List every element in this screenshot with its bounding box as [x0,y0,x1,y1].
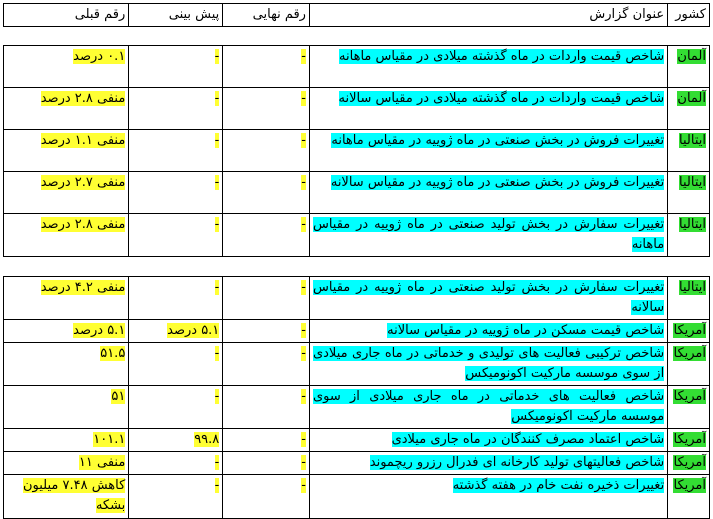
actual-cell-text: - [301,478,306,493]
table-row [4,343,710,386]
report-title-cell-text: شاخص قیمت واردات در ماه گذشته میلادی در مقیاس ماهانه [339,49,665,64]
actual-cell-text: - [301,389,306,404]
actual-cell-text: - [301,455,306,470]
actual-cell [223,172,310,214]
report-title-cell-text: شاخص ترکیبی فعالیت های تولیدی و خدماتی در ماه جاری میلادی از سوی موسسه مارکیت اکونومیکس [312,346,665,381]
forecast-cell [129,475,223,519]
previous-cell [4,343,129,386]
forecast-cell-text: - [214,175,220,190]
report-title-cell [309,343,667,386]
header-title: عنوان گزارش [309,4,667,27]
forecast-cell [129,46,223,88]
previous-cell-text: ۵.۱ درصد [73,323,126,338]
forecast-cell [129,277,223,320]
forecast-cell-text: ۹۹.۸ [194,432,220,447]
forecast-cell [129,320,223,343]
header-row [4,4,710,27]
table-row [4,429,710,452]
previous-cell [4,386,129,429]
header-previous: رقم قبلی [4,4,129,27]
country-cell [668,214,710,257]
actual-cell-text: - [301,432,306,447]
previous-cell-text: کاهش ۷.۴۸ میلیون بشکه [22,478,126,513]
previous-cell [4,320,129,343]
country-cell-text: ایتالیا [679,280,706,295]
table-row [4,475,710,519]
country-cell [668,88,710,130]
country-cell [668,172,710,214]
forecast-cell-text: - [214,455,220,470]
table-row [4,277,710,320]
country-cell-text: آلمان [677,49,706,64]
report-title-cell-text: شاخص فعالیت های خدماتی در ماه جاری میلادی از سوی موسسه مارکیت اکونومیکس [312,389,665,424]
report-title-cell-text: تغییرات سفارش در بخش تولید صنعتی در ماه ژوییه در مقیاس ماهانه [312,217,665,252]
report-title-cell [309,320,667,343]
previous-cell-text: منفی ۲.۸ درصد [40,91,126,106]
table-row [4,130,710,172]
forecast-cell-text: - [214,478,220,493]
actual-cell-text: - [301,49,306,64]
actual-cell-text: - [301,323,306,338]
report-title-cell-text: تغییرات ذخیره نفت خام در هفته گذشته [452,478,665,493]
previous-cell-text: منفی ۱۱ [78,455,126,470]
country-cell [668,320,710,343]
forecast-cell [129,429,223,452]
table-row [4,386,710,429]
country-cell [668,343,710,386]
forecast-cell [129,130,223,172]
report-title-cell [309,130,667,172]
previous-cell-text: ۵۱ [111,389,126,404]
country-cell-text: آلمان [677,91,706,106]
previous-cell [4,46,129,88]
previous-cell [4,214,129,257]
forecast-cell-text: - [214,280,220,295]
forecast-cell [129,343,223,386]
country-cell-text: آمریکا [673,389,706,404]
actual-cell [223,452,310,475]
country-cell-text: آمریکا [673,346,706,361]
actual-cell-text: - [301,346,306,361]
report-title-cell [309,88,667,130]
actual-cell-text: - [301,91,306,106]
table-row [4,320,710,343]
report-title-cell [309,277,667,320]
country-cell [668,130,710,172]
header-actual: رقم نهایی [223,4,310,27]
report-title-cell [309,452,667,475]
report-title-cell-text: تغییرات سفارش در بخش تولید صنعتی در ماه ژوییه در مقیاس سالانه [312,280,665,315]
previous-cell [4,277,129,320]
header-country: کشور [668,4,710,27]
previous-cell-text: ۱۰۱.۱ [93,432,126,447]
report-title-cell [309,214,667,257]
report-title-cell-text: شاخص قیمت مسکن در ماه ژوییه در مقیاس سالانه [387,323,665,338]
report-title-cell [309,46,667,88]
previous-cell [4,429,129,452]
previous-cell [4,172,129,214]
country-cell [668,452,710,475]
report-title-cell-text: تغییرات فروش در بخش صنعتی در ماه ژوییه در مقیاس ماهانه [331,133,665,148]
country-cell-text: ایتالیا [679,217,706,232]
header-table [3,3,710,27]
previous-cell [4,475,129,519]
forecast-cell-text: - [214,91,220,106]
actual-cell-text: - [301,217,306,232]
actual-cell-text: - [301,280,306,295]
table-row [4,88,710,130]
report-title-cell [309,475,667,519]
actual-cell [223,429,310,452]
report-title-cell [309,172,667,214]
country-cell [668,46,710,88]
country-cell [668,475,710,519]
country-cell-text: ایتالیا [679,133,706,148]
forecast-cell [129,386,223,429]
country-cell [668,429,710,452]
actual-cell [223,475,310,519]
country-cell-text: آمریکا [673,432,706,447]
report-title-cell-text: شاخص اعتماد مصرف کنندگان در ماه جاری میلادی [391,432,665,447]
actual-cell [223,46,310,88]
previous-cell [4,452,129,475]
forecast-cell [129,214,223,257]
forecast-cell-text: - [214,217,220,232]
forecast-cell-text: - [214,133,220,148]
previous-cell [4,88,129,130]
forecast-cell [129,452,223,475]
header-forecast: پیش بینی [129,4,223,27]
forecast-cell-text: - [214,49,220,64]
country-cell [668,277,710,320]
country-cell-text: آمریکا [673,323,706,338]
country-cell-text: آمریکا [673,478,706,493]
actual-cell [223,214,310,257]
actual-cell [223,130,310,172]
previous-cell-text: منفی ۲.۷ درصد [40,175,126,190]
country-cell-text: ایتالیا [679,175,706,190]
actual-cell [223,343,310,386]
table-row [4,214,710,257]
previous-cell-text: منفی ۲.۸ درصد [40,217,126,232]
table-row [4,172,710,214]
country-cell-text: آمریکا [673,455,706,470]
report-table-1 [3,45,710,257]
actual-cell-text: - [301,133,306,148]
actual-cell [223,277,310,320]
table-row [4,452,710,475]
country-cell [668,386,710,429]
report-table-2 [3,276,710,519]
forecast-cell-text: - [214,389,220,404]
table-row [4,46,710,88]
report-title-cell [309,429,667,452]
actual-cell-text: - [301,175,306,190]
actual-cell [223,320,310,343]
previous-cell-text: ۵۱.۵ [100,346,126,361]
actual-cell [223,88,310,130]
report-title-cell-text: شاخص قیمت واردات در ماه گذشته میلادی در مقیاس سالانه [338,91,665,106]
report-title-cell-text: تغییرات فروش در بخش صنعتی در ماه ژوییه در مقیاس سالانه [330,175,665,190]
previous-cell [4,130,129,172]
forecast-cell [129,172,223,214]
forecast-cell-text: ۵.۱ درصد [167,323,220,338]
forecast-cell [129,88,223,130]
previous-cell-text: ۰.۱ درصد [73,49,126,64]
report-title-cell-text: شاخص فعالیتهای تولید کارخانه ای فدرال رزرو ریچموند [369,455,665,470]
report-title-cell [309,386,667,429]
previous-cell-text: منفی ۴.۲ درصد [40,280,126,295]
forecast-cell-text: - [214,346,220,361]
previous-cell-text: منفی ۱.۱ درصد [40,133,126,148]
actual-cell [223,386,310,429]
